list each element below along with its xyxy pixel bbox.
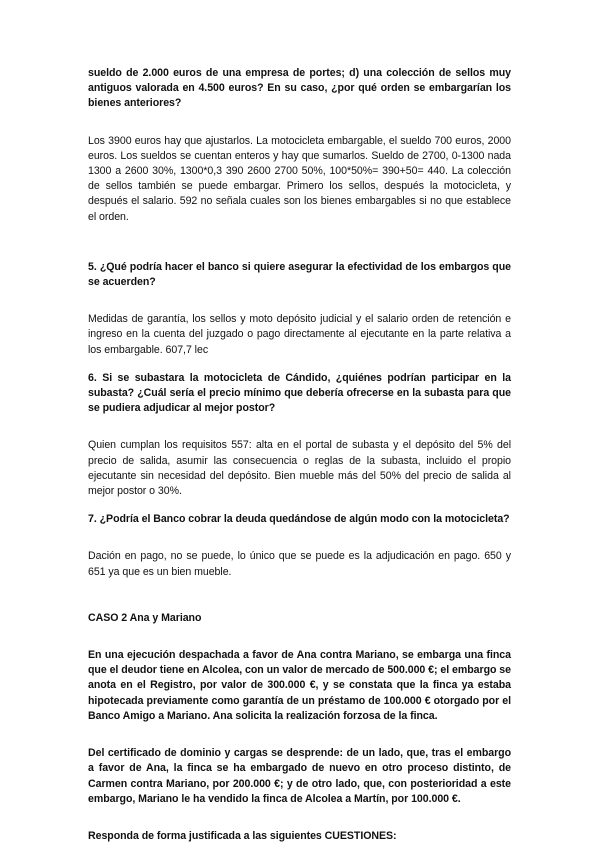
answer-5: Medidas de garantía, los sellos y moto depósito judicial y el salario orden de retención e ingreso en la cuenta del juzgado o pago directamente al ejecutante en la parte relativa a los embargable. 607,7 lec: [88, 313, 511, 356]
question-4-continuation: sueldo de 2.000 euros de una empresa de portes; d) una colección de sellos muy antiguos valorada en 4.500 euros? En su caso, ¿por qué orden se embargarían los bienes anteriores?: [88, 67, 511, 110]
case-2-instructions: Responda de forma justificada a las siguientes CUESTIONES:: [88, 829, 397, 842]
case-2-title: CASO 2 Ana y Mariano: [88, 611, 202, 624]
answer-6: Quien cumplan los requisitos 557: alta en el portal de subasta y el depósito del 5% del precio de salida, asumir las consecuencia o reglas de la subasta, incluido el propio ejecutante sin necesidad del depósito. Bien mueble más del 50% del precio de salida al mejor postor o 30%.: [88, 439, 511, 498]
case-2-paragraph-2: Del certificado de dominio y cargas se desprende: de un lado, que, tras el embargo a favor de Ana, la finca se ha embargado de nuevo en otro proceso distinto, de Carmen contra Mariano, por 200.000 €; y de otro lado, que, con posterioridad a este embargo, Mariano le ha vendido la finca de Alcolea a Martín, por 100.000 €.: [88, 747, 511, 805]
question-6: 6. Si se subastara la motocicleta de Cándido, ¿quiénes podrían participar en la subasta? ¿Cuál sería el precio mínimo que debería ofrecerse en la subasta para que se pudiera adjudicar al mejor postor?: [88, 371, 511, 415]
case-2-paragraph-1: En una ejecución despachada a favor de Ana contra Mariano, se embarga una finca que el deudor tiene en Alcolea, con un valor de mercado de 500.000 €; el embargo se anota en el Registro, por valor de 300.000 €, y se constata que la finca ya estaba hipotecada previamente como garantía de un préstamo de 100.000 € otorgado por el Banco Amigo a Mariano. Ana solicita la realización forzosa de la finca.: [88, 649, 511, 722]
question-5: 5. ¿Qué podría hacer el banco si quiere asegurar la efectividad de los embargos que se acuerden?: [88, 260, 511, 289]
answer-4: Los 3900 euros hay que ajustarlos. La motocicleta embargable, el sueldo 700 euros, 2000 euros. Los sueldos se cuentan enteros y hay que sumarlos. Sueldo de 2700, 0-1300 nada 1300 a 2600 30%, 1300*0,3 390 2600 2700 50%, 100*50%= 390+50= 440. La colección de sellos también se puede embargar. Primero los sellos, después la motocicleta, y después el salario. 592 no señala cuales son los bienes embargables si no que establece el orden.: [88, 134, 511, 223]
question-7: 7. ¿Podría el Banco cobrar la deuda quedándose de algún modo con la motocicleta?: [88, 513, 510, 526]
answer-7: Dación en pago, no se puede, lo único que se puede es la adjudicación en pago. 650 y 651 ya que es un bien mueble.: [88, 550, 511, 578]
